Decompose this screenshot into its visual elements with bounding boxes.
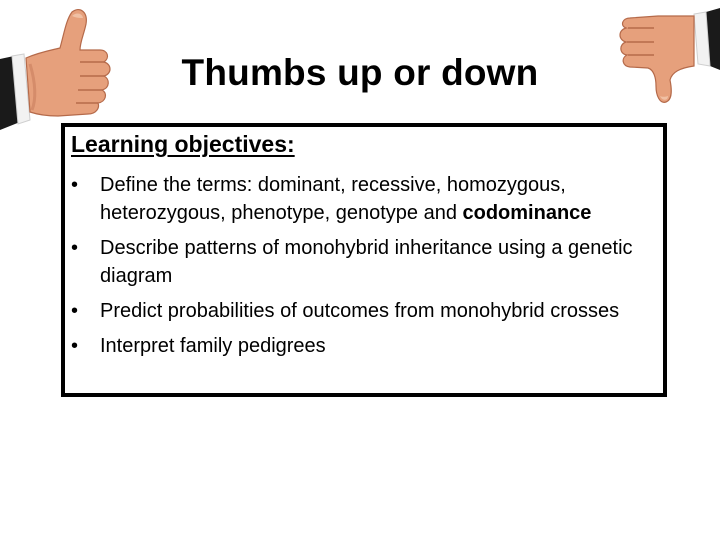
list-item bbox=[71, 234, 657, 290]
list-item bbox=[71, 332, 657, 360]
list-item-text: Define the terms: dominant, recessive, homozygous, heterozygous, phenotype, genotype and bbox=[100, 174, 566, 224]
objectives-heading: Learning objectives: bbox=[71, 131, 295, 157]
thumbs-up-icon bbox=[0, 4, 118, 134]
list-item bbox=[71, 297, 657, 325]
list-item-text: Predict probabilities of outcomes from monohybrid crosses bbox=[100, 300, 620, 322]
objectives-box bbox=[61, 123, 667, 397]
bullet: • bbox=[71, 237, 79, 259]
objectives-list bbox=[71, 171, 657, 367]
bullet: • bbox=[71, 174, 79, 196]
thumbs-down-icon bbox=[610, 8, 720, 106]
list-item-text: Describe patterns of monohybrid inheritance using a genetic diagram bbox=[100, 237, 633, 287]
bullet: • bbox=[71, 335, 79, 357]
list-item-bold-text: codominance bbox=[462, 202, 592, 224]
list-item bbox=[71, 171, 657, 227]
list-item-text: Interpret family pedigrees bbox=[100, 335, 326, 357]
slide-title: Thumbs up or down bbox=[181, 52, 539, 93]
bullet: • bbox=[71, 300, 79, 322]
